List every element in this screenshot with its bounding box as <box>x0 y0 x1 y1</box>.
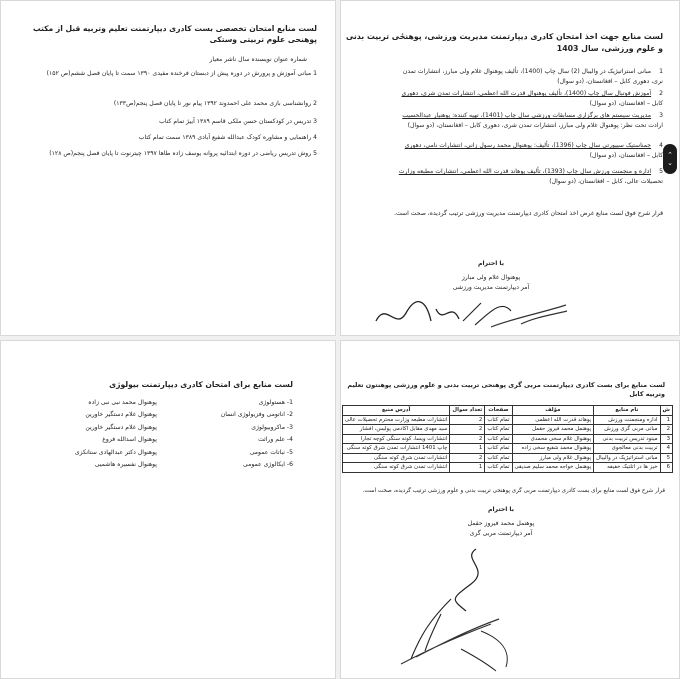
author-item: پوهنوال اسدالله فروغ <box>102 436 157 444</box>
list-item <box>358 89 663 109</box>
column-header: نام منابع <box>594 406 660 416</box>
item-line: ارادت تحت نظر: پوهنوال غلام ولی مبارز، انتشارات تمدن شری، دهوری کابل – افغانستان، (دو سوال) <box>407 121 663 129</box>
table-cell: تمام کتاب <box>485 425 512 435</box>
table-cell: پوهنمل خواجه محمد سلیم صدیقی <box>512 463 594 473</box>
table-cell: 1 <box>450 463 485 473</box>
table-cell: تربیت بدنی معالجوی <box>594 444 660 454</box>
table-cell: تمام کتاب <box>485 415 512 425</box>
author-item: پوهنوال غلام دستگیر خاورین <box>85 411 157 419</box>
table-cell: خیز ها در اتلتیک خفیفه <box>594 463 660 473</box>
subjects-column <box>193 397 293 471</box>
regards-text: با احترام <box>487 506 514 513</box>
page-kindergarten-education <box>0 0 336 336</box>
sources-table <box>342 405 673 473</box>
table-cell: 3 <box>660 434 672 444</box>
table-row <box>342 415 672 425</box>
table-cell: سید مهدی مقابل اکادمی پولیس، افشار <box>342 425 450 435</box>
subject-item: 1- هستولوژی <box>258 399 293 406</box>
column-header: صفحات <box>485 406 512 416</box>
column-header: تعداد سوال <box>450 406 485 416</box>
table-row <box>342 453 672 463</box>
item-line: مبانی استراتیژیک در والیبال (2) سال چاپ (1400)، تألیف پوهنوال غلام ولی مبارز، انتشارات تمدن <box>402 68 652 75</box>
item-number: 4 <box>659 142 663 149</box>
item-line: اداره و منجمنت ورزش سال چاپ (1393)، تألیف پوهاند قدرت الله اعظمی، انتشارات مطبعه وزارت <box>398 168 652 175</box>
table-cell: میتود تدریس تربیت بدنی <box>594 434 660 444</box>
table-cell: انتشارات ویسا، کوته سنگی کوچه تجارا <box>342 434 450 444</box>
page-title: لست منابع برای امتحان کادری دیپارتمنت بیولوژی <box>109 380 293 389</box>
subject-item: 4- علم وراثت <box>258 436 293 444</box>
table-cell: پوهاند قدرت الله اعظمی <box>512 415 594 425</box>
item-line: آموزش فوتبال سال چاپ (1400)، تألیف پوهنوال قدرت الله اعظمی، انتشارات تمدن شری، دهوری <box>401 90 652 97</box>
closing-note: قرار شرح فوق لست منابع غرض اخذ امتحان کادری دیپارتمنت مدیریت ورزشی ترتیب گردیده، صحت است. <box>394 210 663 217</box>
table-cell: 5 <box>660 453 672 463</box>
table-cell: تمام کتاب <box>485 434 512 444</box>
item-line: جمناستیک سیپورتی سال چاپ (1396)، تألیف: پوهنوال محمد رسول زانی، انتشارات نامی، دهوری <box>404 142 652 149</box>
authors-column <box>27 397 157 471</box>
item-line: مدیریت سیستم های برگزاری مسابقات ورزشی سال چاپ (1401)، تهیه کننده: پوهنیار عبدالحسیب <box>402 112 652 119</box>
list-item: 4 راهنمایی و مشاوره کودک عبدالله شفیع آبادی ۱۳۸۹ سمت تمام کتاب <box>138 134 317 141</box>
author-item: پوهنوال غلام دستگیر خاورین <box>85 423 157 431</box>
table-header-row: شماره عنوان نویسنده سال ناشر معیار <box>209 56 307 63</box>
signature-icon <box>381 539 531 674</box>
table-row <box>342 444 672 454</box>
subject-item: 5- نباتات عمومی <box>249 448 293 456</box>
table-cell: انتشارات تمدن شرق کوته سنگی <box>342 453 450 463</box>
page-biology <box>0 340 336 679</box>
subject-item: 6- ایکالوژی عمومی <box>243 461 293 469</box>
item-number: 1 <box>659 68 663 75</box>
table-cell: 6 <box>660 463 672 473</box>
item-line: نری، دهوری کابل – افغانستان، (دو سوال) <box>557 77 663 85</box>
item-line: کابل – افغانستان، (دو سوال) <box>589 151 663 159</box>
author-item: پوهنوال محمد نبی نبی زاده <box>88 399 157 406</box>
item-number: 5 <box>659 168 663 175</box>
table-cell: پوهنوال غلام سخی محمدی <box>512 434 594 444</box>
regards-text: با احترام <box>477 260 504 267</box>
list-item: 5 روش تدریس ریاضی در دوره ابتدائیه پروانه یوسف زاده طاها ۱۳۹۷ چیترنوت تا پایان فصل پنجم(ص ۱۲۸) <box>49 150 317 157</box>
closing-note: قرار شرح فوق لست منابع برای بست کادری دیپارتمنت مربی گری پوهنحی تربیت بدنی و علوم ورزشی ترتیب گردیده، صحت است. <box>362 488 665 494</box>
table-row <box>342 425 672 435</box>
table-cell: تمام کتاب <box>485 463 512 473</box>
item-number: 2 <box>659 90 663 97</box>
column-header: مؤلف <box>512 406 594 416</box>
subject-item: 2- اناتومی وفزیولوژی انسان <box>220 411 293 419</box>
table-cell: 2 <box>450 453 485 463</box>
table-cell: پوهنمل محمد فیروز حقمل <box>512 425 594 435</box>
page-coaching <box>340 340 680 679</box>
table-cell: پوهنوال غلام ولی مبارز <box>512 453 594 463</box>
author-item: پوهنوال دکتر عبدالهادی ستانکزی <box>74 448 157 456</box>
list-item: 2 روانشناسی بازی محمد علی احمدوند ۱۳۹۲ پیام نور تا پایان فصل پنجم(ص۱۳۳) <box>113 100 317 107</box>
table-cell: مبانی مربی گری ورزش <box>594 425 660 435</box>
table-cell: 2 <box>450 415 485 425</box>
signer-name: پوهنمل محمد فیروز حقمل <box>467 520 535 527</box>
item-line: تحصیلات عالی، کابل – افغانستان، (دو سوال) <box>549 177 663 185</box>
table-cell: اداره ومنجمنت ورزش <box>594 415 660 425</box>
chevron-down-icon[interactable]: ⌄ <box>667 159 673 167</box>
page-title: لست منابع امتحان تخصصی بست کادری دیپارتمنت تعلیم وتربیه قبل از مکتب پوهنحی علوم تربیتی وستکی <box>32 24 317 44</box>
table-cell: پوهنوال محمد شفیع سخی زاده <box>512 444 594 454</box>
item-number: 3 <box>659 112 663 119</box>
table-cell: 2 <box>660 425 672 435</box>
page-sport-management <box>340 0 680 336</box>
subject-item: 3- ماکروبیولوژی <box>251 423 293 431</box>
table-cell: انتشارات تمدن شرق کوته سنگی <box>342 463 450 473</box>
list-item <box>358 141 663 161</box>
list-item <box>358 167 663 187</box>
item-line: کابل – افغانستان، (دو سوال) <box>589 99 663 107</box>
table-cell: 1 <box>450 444 485 454</box>
table-cell: 2 <box>450 425 485 435</box>
table-cell: چاپ 1401 انتشارات تمدن شرق کوته سنگی <box>342 444 450 454</box>
column-header: ش <box>660 406 672 416</box>
page-title: لست منابع برای بست کادری دیپارتمنت مربی گری پوهنحی تربیت بدنی و علوم ورزشی پوهنتون تعلیم وتربیه کابل <box>347 381 665 398</box>
table-cell: انتشارات مطبعه وزارت محترم تحصیلات عالی <box>342 415 450 425</box>
table-cell: تمام کتاب <box>485 444 512 454</box>
table-cell: مبانی استراتیژیک در والیبال <box>594 453 660 463</box>
table-cell: 2 <box>450 434 485 444</box>
signature-icon <box>371 291 571 333</box>
list-item <box>358 111 663 131</box>
table-row <box>342 434 672 444</box>
table-cell: 4 <box>660 444 672 454</box>
author-item: پوهنوال نفسیره هاشمیی <box>94 461 157 469</box>
list-item: 3 تدریس در کودکستان حسن ملکی قاسم ۱۳۸۹ آییژ تمام کتاب <box>159 118 317 125</box>
table-cell: 1 <box>660 415 672 425</box>
list-item: 1 مبانی آموزش و پرورش در دوره پیش از دبستان فرخنده مفیدی ۱۳۹۰ سمت تا پایان فصل ششم(ص ۱۵۲) <box>46 70 317 77</box>
signer-name: پوهنوال غلام ولی مبارز <box>461 274 521 281</box>
table-cell: تمام کتاب <box>485 453 512 463</box>
list-item <box>358 67 663 87</box>
signer-role: آمر دیپارتمنت مدیریت ورزشی <box>452 284 530 291</box>
table-header-row <box>342 406 672 416</box>
chevron-up-icon[interactable]: ⌃ <box>667 151 673 159</box>
table-row <box>342 463 672 473</box>
page-title: لست منابع جهت اخذ امتحان کادری دیپارتمنت مدیریت ورزشی، پوهنځی تربیت بدنی و علوم ورزشی، سال 1403 <box>345 32 663 53</box>
column-header: آدرس منبع <box>342 406 450 416</box>
signer-role: آمر دیپارتمنت مربی گری <box>469 530 533 537</box>
scroll-control[interactable] <box>663 144 677 174</box>
